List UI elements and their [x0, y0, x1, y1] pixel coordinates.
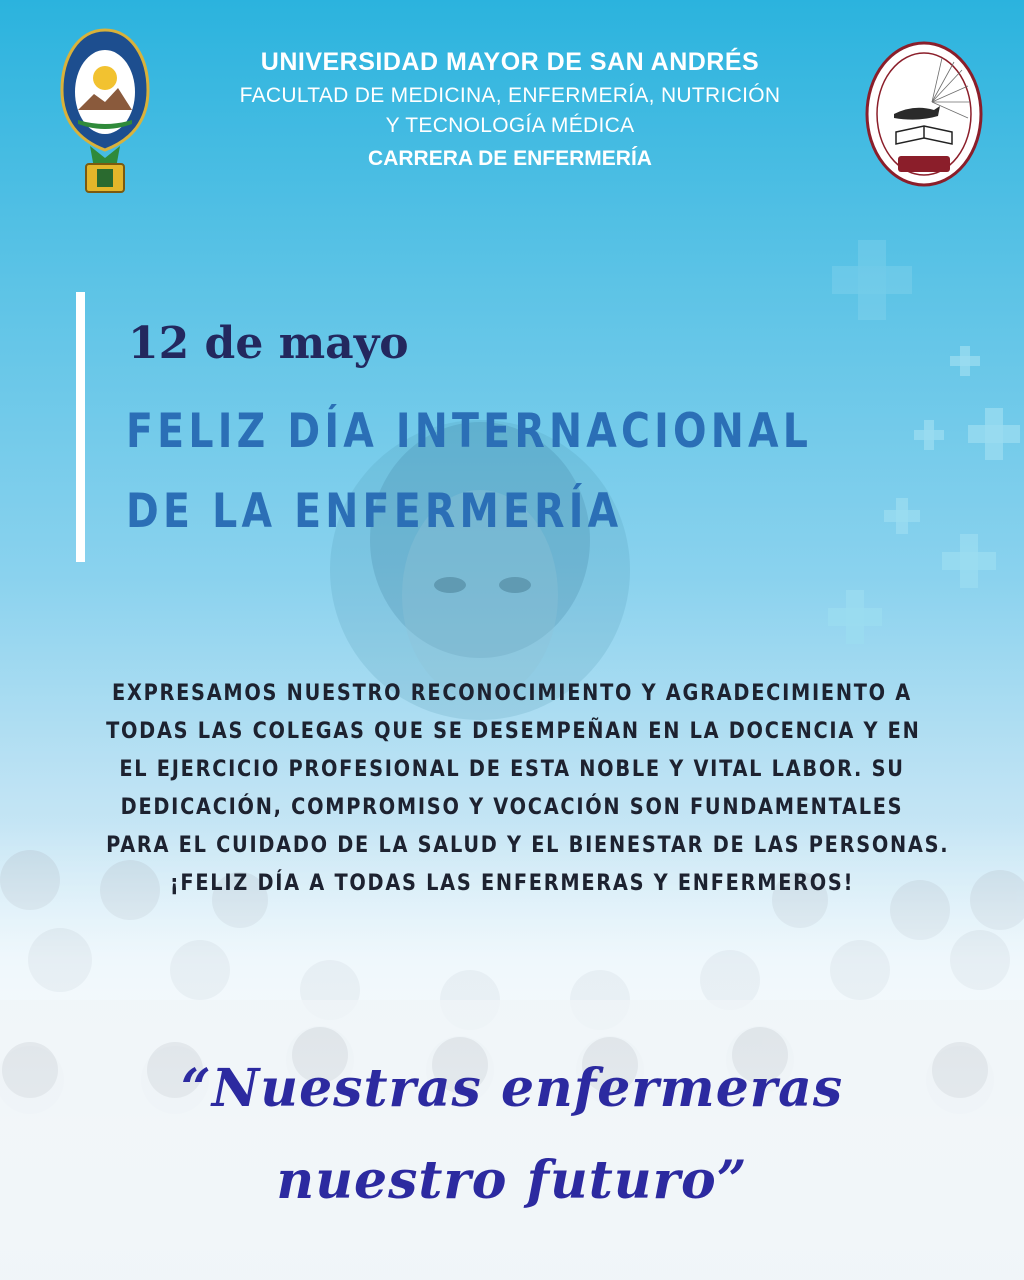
main-headline: [126, 392, 812, 552]
faculty-name-line-1: FACULTAD DE MEDICINA, ENFERMERÍA, NUTRICIÓN: [239, 84, 781, 107]
medical-cross-icon: [950, 346, 980, 376]
message-line: DEDICACIÓN, COMPROMISO Y VOCACIÓN SON FUNDAMENTALES: [120, 794, 904, 820]
medical-cross-icon: [828, 590, 882, 644]
date-heading: 12 de mayo: [128, 318, 409, 369]
message-line: EL EJERCICIO PROFESIONAL DE ESTA NOBLE Y VITAL LABOR. SU: [119, 756, 905, 782]
medical-cross-icon: [914, 420, 944, 450]
institution-header: [180, 48, 840, 171]
faculty-name-line-2: Y TECNOLOGÍA MÉDICA: [385, 114, 635, 137]
message-line: TODAS LAS COLEGAS QUE SE DESEMPEÑAN EN LA DOCENCIA Y EN: [106, 718, 921, 744]
quote-line-2: nuestro futuro”: [276, 1150, 748, 1211]
medical-cross-icon: [942, 534, 996, 588]
tribute-message: [40, 674, 984, 902]
university-name: UNIVERSIDAD MAYOR DE SAN ANDRÉS: [260, 48, 760, 76]
medical-cross-icon: [968, 408, 1020, 460]
career-name: CARRERA DE ENFERMERÍA: [368, 147, 652, 170]
umsa-seal-logo: [60, 28, 150, 196]
headline-line-2: DE LA ENFERMERÍA: [126, 484, 623, 539]
medical-cross-icon: [884, 498, 920, 534]
quote-line-1: “Nuestras enfermeras: [180, 1058, 844, 1119]
message-line: PARA EL CUIDADO DE LA SALUD Y EL BIENESTAR DE LAS PERSONAS.: [106, 832, 950, 858]
message-line: EXPRESAMOS NUESTRO RECONOCIMIENTO Y AGRADECIMIENTO A: [112, 680, 912, 706]
headline-line-1: FELIZ DÍA INTERNACIONAL: [126, 404, 813, 459]
title-accent-bar: [76, 292, 85, 562]
medical-cross-icon: [832, 240, 912, 320]
message-line: ¡FELIZ DÍA A TODAS LAS ENFERMERAS Y ENFERMEROS!: [169, 870, 855, 896]
enfermeria-seal-logo: [864, 40, 984, 188]
